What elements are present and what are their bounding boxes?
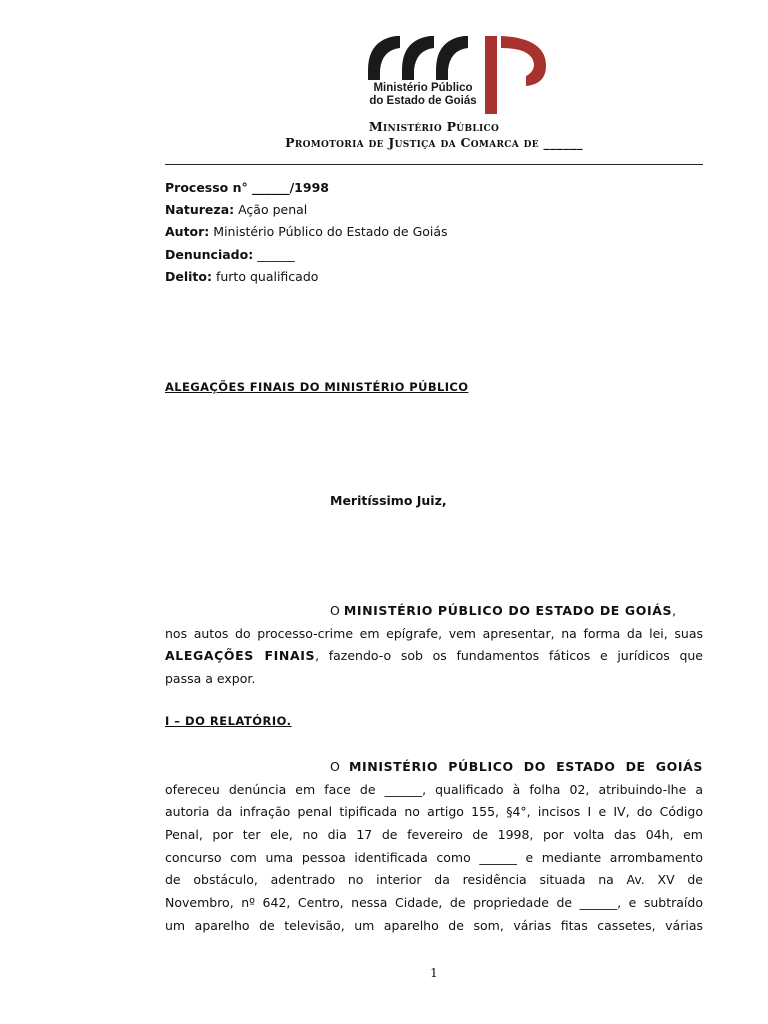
bold-run: MINISTÉRIO PÚBLICO DO ESTADO DE GOIÁS bbox=[343, 603, 673, 618]
info-value: Ação penal bbox=[234, 202, 308, 217]
paragraph-line: Novembro, nº 642, Centro, nessa Cidade, de propriedade de ______, e subtraído bbox=[165, 895, 703, 911]
header-institution: Ministério Público bbox=[368, 119, 500, 134]
paragraph-line: autoria da infração penal tipificada no artigo 155, §4°, incisos I e IV, do Código bbox=[165, 804, 703, 820]
info-label: Processo n° ______/1998 bbox=[165, 180, 329, 195]
document-title: ALEGAÇÕES FINAIS DO MINISTÉRIO PÚBLICO bbox=[165, 380, 469, 394]
info-value: Ministério Público do Estado de Goiás bbox=[209, 224, 448, 239]
paragraph-line: um aparelho de televisão, um aparelho de som, várias fitas cassetes, várias bbox=[165, 917, 703, 933]
section-title-relatorio: I – DO RELATÓRIO. bbox=[165, 714, 292, 728]
info-label: Natureza: bbox=[165, 202, 235, 217]
text-run: O bbox=[330, 603, 344, 618]
info-value: ______ bbox=[253, 247, 295, 262]
salutation: Meritíssimo Juiz, bbox=[330, 493, 447, 508]
bold-run: ALEGAÇÕES FINAIS bbox=[165, 648, 316, 664]
text-run: O bbox=[330, 759, 349, 774]
logo-text bbox=[368, 82, 478, 108]
text-run: , bbox=[672, 603, 677, 618]
info-natureza bbox=[165, 202, 307, 217]
bold-run: MINISTÉRIO PÚBLICO DO ESTADO DE GOIÁS bbox=[348, 759, 704, 774]
info-processo bbox=[165, 180, 329, 195]
paragraph-line: Penal, por ter ele, no dia 17 de fevereiro de 1998, por volta das 04h, em bbox=[165, 827, 703, 843]
paragraph-line: passa a expor. bbox=[165, 671, 256, 687]
logo-text-line2: do Estado de Goiás bbox=[369, 95, 477, 107]
logo-text-line1: Ministério Público bbox=[373, 82, 473, 94]
header-promotoria: Promotoria de Justiça da Comarca de ______ bbox=[285, 135, 583, 150]
text-run: , fazendo-o sob os fundamentos fáticos e jurídicos que bbox=[315, 648, 703, 664]
info-value: furto qualificado bbox=[212, 269, 319, 284]
relatorio-paragraph bbox=[165, 756, 703, 938]
paragraph-line bbox=[165, 645, 703, 668]
intro-paragraph bbox=[165, 600, 703, 691]
info-label: Denunciado: bbox=[165, 247, 254, 262]
paragraph-line: ofereceu denúncia em face de ______, qualificado à folha 02, atribuindo-lhe a bbox=[165, 781, 703, 797]
paragraph-line bbox=[165, 600, 703, 623]
info-label: Delito: bbox=[165, 269, 212, 284]
paragraph-line: de obstáculo, adentrado no interior da residência situada na Av. XV de bbox=[165, 872, 703, 888]
info-delito bbox=[165, 269, 318, 284]
info-label: Autor: bbox=[165, 224, 210, 239]
info-denunciado bbox=[165, 247, 295, 262]
paragraph-line: concurso com uma pessoa identificada como ______ e mediante arrombamento bbox=[165, 849, 703, 865]
paragraph-line bbox=[165, 756, 703, 779]
info-autor bbox=[165, 224, 448, 239]
ministerio-publico-logo bbox=[366, 34, 548, 116]
header-divider bbox=[165, 164, 703, 165]
page-number: 1 bbox=[430, 966, 438, 980]
paragraph-line: nos autos do processo-crime em epígrafe, vem apresentar, na forma da lei, suas bbox=[165, 625, 703, 641]
